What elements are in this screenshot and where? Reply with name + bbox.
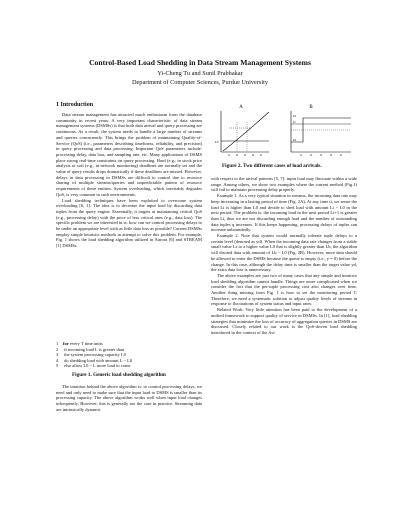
paragraph: with respect to the arrival patterns [5, 7]: input load may fluctuate within a wide range. Among others, we show two examples where the current method (Fig.1) will fail to maintain processing delay properly.: [211, 176, 357, 193]
figure-2-plots: [211, 102, 357, 160]
algorithm-line: 2 if incoming load L is greater than: [56, 346, 125, 352]
panel-b-y-label: Lc: [293, 120, 296, 124]
left-column-bottom: [56, 384, 202, 413]
section-heading-introduction: 1 Introduction: [56, 102, 94, 108]
paragraph: The intuition behind the above algorithm is: to control processing delays, we need and only need to make sure that the input load to DSMS is smaller than its processing capacity. The above algorithm works well when input load changes infrequently. However, this is generally not the case in practice. Streaming data are intrinsically dynamic: [56, 384, 202, 412]
paragraph: The above examples are just two of many cases that any simple and intuitive load shedding algorithm cannot handle. Things are more complicated when we consider the fact that the per-tuple processing cost also changes over time. Another thing missing from Fig. 1 is how to set the monitoring period T. Therefore, we need a systematic solution to adjust quality levels of streams in response to fluctuations of system status and input rates.: [211, 272, 357, 307]
x-tick-label: t1: [299, 154, 303, 157]
x-tick-label: t3: [319, 154, 323, 157]
paragraph: Load shedding techniques have been exploited to overcome system overloading [6, 1]. The idea is to decrease the input load by discarding data tuples from the query engine. Essentially, it targets at maintaining critical QoS (e.g., processing delay) with the price of less critical ones (e.g., data loss). The specific problem we are interested in is: how can we control processing delays to be under an appropriate level with as little data loss as possible? Current DSMSs employ simple heuristic methods in attempt to solve this problem. For example, Fig. 1 shows the load shedding algorithm utilized in Aurora [6] and STREAM [1] DSMSs.: [56, 197, 202, 249]
panel-a-y-label: L0: [215, 140, 219, 144]
x-tick-label: t4: [251, 154, 255, 157]
paper-authors: Yi-Cheng Tu and Sunil Prabhakar: [157, 70, 243, 77]
algorithm-line: 4 do shedding load with amount L − L0: [56, 357, 133, 363]
x-tick-label: t4: [329, 154, 333, 157]
panel-b-label: B: [309, 105, 313, 110]
algorithm-listing: [56, 341, 202, 369]
figure-2: [211, 102, 357, 160]
algorithm-line: 3 the system processing capacity L0: [56, 352, 126, 358]
paragraph: Data stream management has attracted much enthusiasm from the database community in recent years. A very important characteristic of data stream management systems (DSMSs) is that both data arrival and query processing are continuous. As a result, the system needs to handle a large number of streams and queries concurrently. This brings the problem of maintaining Quality-of-Service (QoS) (i.e., parameters describing timeliness, reliability, and precision) in query processing and data processing. Important QoS parameters include: processing delay, data loss, and sampling rate, etc. Many applications of DSMS place strong real-time constraints on query processing. Hard (e.g., in stock price analysis or soft (e.g., in network monitoring) deadlines are normally set and the value of query results drops dramatically if these deadlines are missed. However, delays in data processing in DSMSs are difficult to control due to resource sharing of multiple streams/queries and unpredictable pattern of resource requirements of these entities. System overloading, which inevitably degrades QoS, is very common in such environments.: [56, 112, 202, 197]
figure-2-caption: Figure 2. Two different cases of load arrivals.: [222, 163, 322, 169]
right-column-body: [211, 176, 357, 336]
figure-1-caption: Figure 1. Generic load shedding algorithm: [72, 372, 166, 378]
x-tick-label: t2: [235, 154, 239, 157]
x-tick-label: t5: [339, 154, 343, 157]
algorithm-line: 5 else allow L0 − L more load to come: [56, 363, 131, 369]
paragraph: Example 2. Note that system would normally tolerate tuple delays to a certain level (denoted as yd). When the incoming data rate changes from a stable small value Ls to a higher value L0 that is slightly greater than Lb, the algorithm will discard data with amount of Lb − L0 (Fig. 2B). However, more data should be allowed to enter the DSMS because the queue is empty (i.e., y = 0) before the change. In this case, although the delay time is smaller than the target value yd, the extra data loss is unnecessary.: [211, 233, 357, 273]
panel-a-load-curve: [223, 112, 269, 151]
paper-affiliation: Department of Computer Sciences, Purdue University: [131, 79, 269, 86]
x-tick-label: t5: [259, 154, 263, 157]
x-tick-label: t2: [309, 154, 313, 157]
panel-b-y-label: Ld: [293, 138, 297, 142]
paragraph: Example 1. As a very typical situation in streams, the incoming data rate may keep increasing in a lasting period of time (Fig. 2A). At any time ti, we sense the load Li is higher than L0 and decide to shed load with amount Li − L0 in the next period. The problem is: the incoming load in the next period Li+1 is greater than Li, thus we are not discarding enough load and the number of outstanding data tuples q increases. If this keeps happening, processing delays of tuples can increase unboundedly.: [211, 193, 357, 233]
x-tick-label: t3: [243, 154, 247, 157]
left-column-body: [56, 112, 202, 249]
panel-b-y-label: Lb: [293, 114, 297, 118]
algorithm-line: 1 for every T time units: [56, 341, 103, 346]
panel-a-label: A: [239, 105, 243, 110]
paper-title: Control-Based Load Shedding in Data Stream Management Systems: [89, 58, 311, 67]
x-tick-label: t1: [227, 154, 231, 157]
paragraph: Related Work. Very little attention has been paid to the development of a unified framework to support quality of service in DSMSs. In [1], load shedding strategies that minimize the loss of accuracy of aggregation queries in DSMS are discussed. Closely related to our work is the QoS-driven load shedding introduced in the context of the Au-: [211, 307, 357, 335]
